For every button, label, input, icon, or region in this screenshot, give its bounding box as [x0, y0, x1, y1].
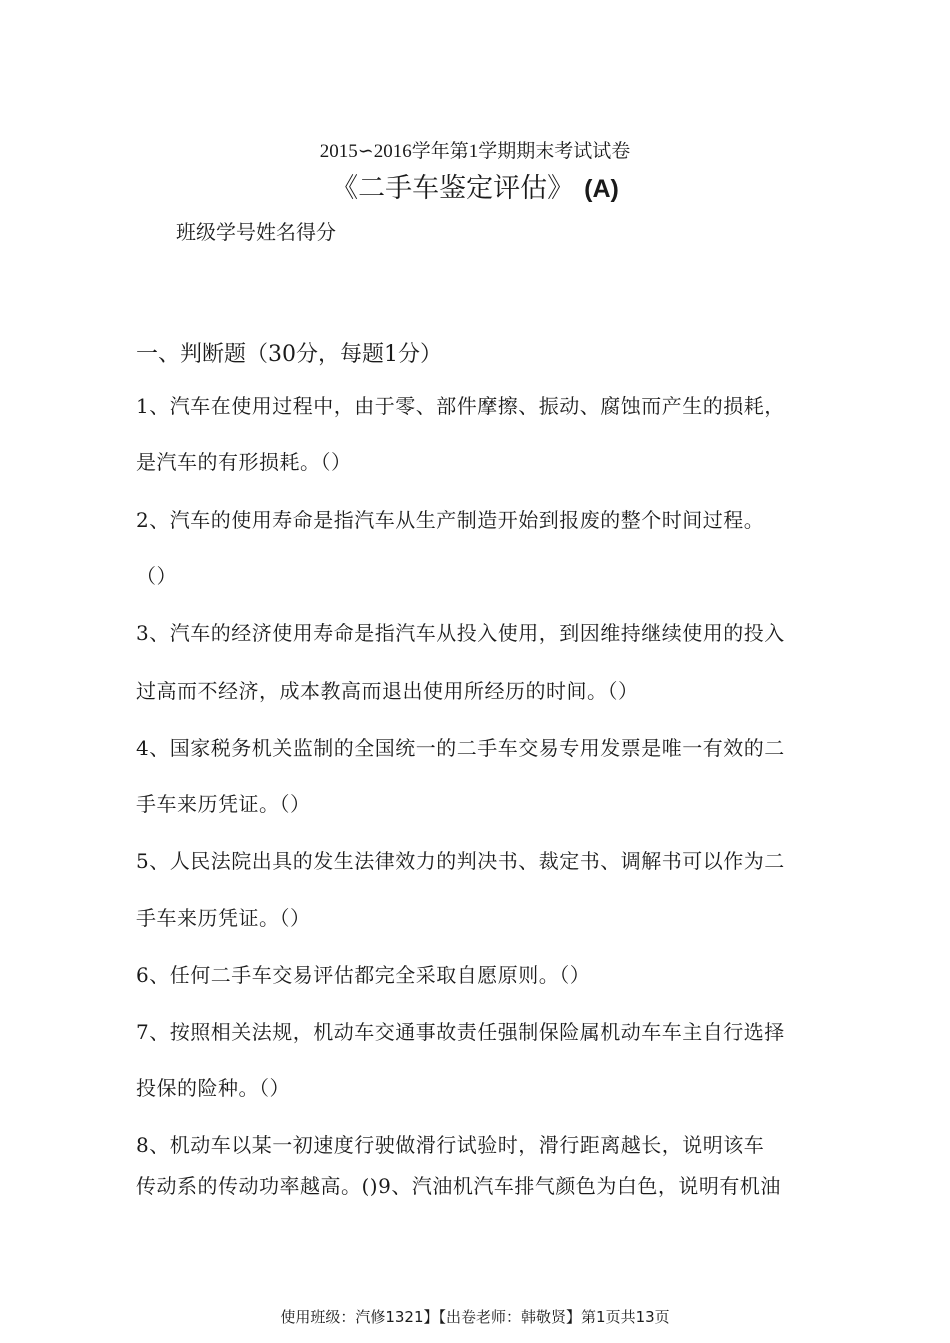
question-line: 过高而不经济，成本教高而退出使用所经历的时间。（） — [136, 679, 639, 703]
course-title: 《二手车鉴定评估》 — [331, 173, 575, 204]
question-line: 投保的险种。（） — [136, 1076, 290, 1100]
student-info-line: 班级学号姓名得分 — [176, 220, 336, 244]
question-line: 2、汽车的使用寿命是指汽车从生产制造开始到报废的整个时间过程。 — [136, 508, 765, 532]
exam-term-heading: 2015∽2016学年第1学期期末考试试卷 — [319, 141, 631, 162]
question-line: 8、机动车以某一初速度行驶做滑行试验时，滑行距离越长，说明该车 — [136, 1133, 765, 1157]
question-line: 5、人民法院出具的发生法律效力的判决书、裁定书、调解书可以作为二 — [136, 849, 785, 873]
question-line: 7、按照相关法规，机动车交通事故责任强制保险属机动车车主自行选择 — [136, 1020, 785, 1044]
question-line: 是汽车的有形损耗。（） — [136, 450, 352, 474]
question-line: 4、国家税务机关监制的全国统一的二手车交易专用发票是唯一有效的二 — [136, 736, 785, 760]
question-line: 3、汽车的经济使用寿命是指汽车从投入使用，到因维持继续使用的投入 — [136, 621, 785, 645]
paper-version: (A) — [584, 175, 619, 203]
question-line: 6、任何二手车交易评估都完全采取自愿原则。（） — [136, 963, 591, 987]
page-footer: 使用班级：汽修1321】【出卷老师：韩敬贤】第1页共13页 — [280, 1308, 670, 1326]
question-line: 传动系的传动功率越高。()9、汽油机汽车排气颜色为白色，说明有机油 — [136, 1174, 781, 1198]
exam-title — [0, 166, 950, 205]
question-line: 手车来历凭证。（） — [136, 906, 311, 930]
question-line: 1、汽车在使用过程中，由于零、部件摩擦、振动、腐蚀而产生的损耗， — [136, 394, 785, 418]
question-line: （） — [136, 564, 177, 588]
question-line: 手车来历凭证。（） — [136, 792, 311, 816]
section-heading: 一、判断题（30分，每题1分） — [136, 342, 442, 367]
